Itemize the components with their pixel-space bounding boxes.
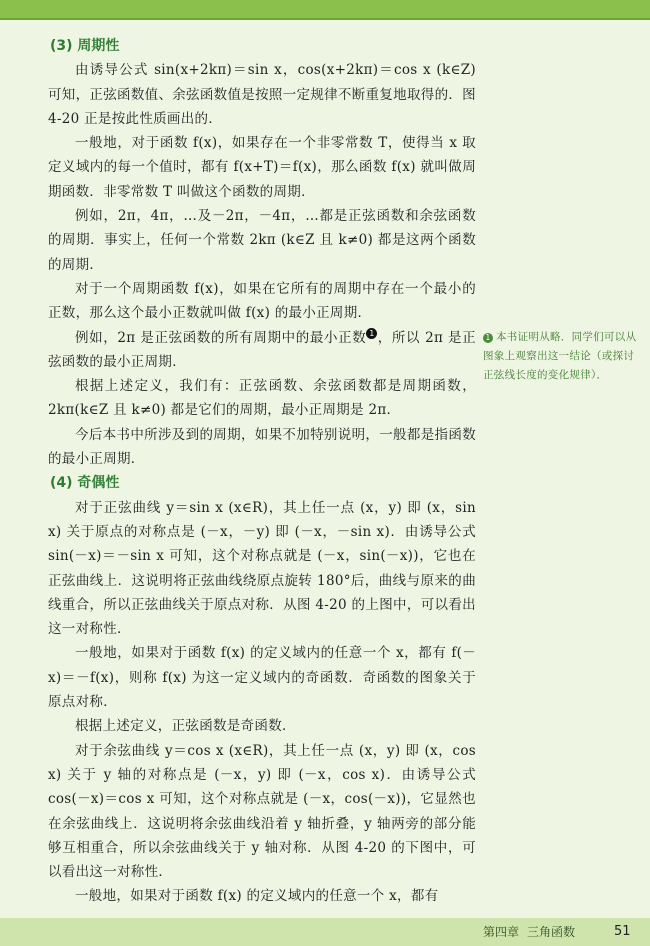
section-heading-periodicity: (3) 周期性 [50,38,120,54]
paragraph-odd-definition: 一般地，如果对于函数 f(x) 的定义域内的任意一个 x，都有 f(－x)＝－f(x)，则称 f(x) 为这一定义域内的奇函数．奇函数的图象关于原点对称． [48,645,476,711]
paragraph-induction-formula: 由诱导公式 sin(x+2kπ)＝sin x，cos(x+2kπ)＝cos x (k∈Z) 可知，正弦函数值、余弦函数值是按照一定规律不断重复地取得的．图 4-20 正是按此性质画出的． [48,62,476,127]
footer-chapter-title [483,918,583,946]
paragraph-period-examples: 例如，2π，4π，…及－2π，－4π，…都是正弦函数和余弦函数的周期．事实上，任何一个常数 2kπ (k∈Z 且 k≠0) 都是这两个函数的周期． [48,208,476,273]
paragraph-even-definition-start: 一般地，如果对于函数 f(x) 的定义域内的任意一个 x，都有 [75,888,439,905]
paragraph-conclusion: 根据上述定义，我们有：正弦函数、余弦函数都是周期函数，2kπ(k∈Z 且 k≠0) 都是它们的周期，最小正周期是 2π． [48,378,476,419]
top-bar-edge [0,18,650,20]
paragraph-cosine-symmetry: 对于余弦曲线 y＝cos x (x∈R)，其上任一点 (x，y) 即 (x，cos x) 关于 y 轴的对称点是 (－x，y) 即 (－x，cos x)．由诱导公式 cos(－x)＝cos x 可知，这个对称点就是 (－x，cos(－x))，它显然也在余弦曲线上．这说明将余弦曲线沿着 y 轴折叠，y 轴两旁的部分能够互相重合，所以余弦曲线关于 y 轴对称．从图 4-20 的下图中，可以看出这一对称性． [48,742,476,881]
top-color-bar [0,0,650,18]
paragraph-sine-odd: 根据上述定义，正弦函数是奇函数． [75,718,296,735]
margin-note-marker: 1 [483,333,493,343]
main-text-column [48,34,476,909]
min-period-example-text-end: ，所以 2π 是正弦函数的最小正周期． [48,329,476,370]
footer-chapter: 第四章 [483,925,520,939]
footer-title: 三角函数 [527,925,576,939]
paragraph-min-period-definition: 对于一个周期函数 f(x)，如果在它所有的周期中存在一个最小的正数，那么这个最小正数就叫做 f(x) 的最小正周期． [48,280,476,322]
min-period-example-text: 例如，2π 是正弦函数的所有周期中的最小正数 [75,329,367,346]
margin-note-text: 本书证明从略．同学们可以从图象上观察出这一结论（或探讨正弦线长度的变化规律）． [483,331,637,381]
margin-note [483,328,641,385]
footnote-marker: 1 [366,328,377,339]
page-number: 51 [614,924,631,939]
section-heading-parity: (4) 奇偶性 [50,475,120,492]
paragraph-convention: 今后本书中所涉及到的周期，如果不加特别说明，一般都是指函数的最小正周期． [48,426,476,468]
paragraph-min-period-example [48,326,476,375]
paragraph-sine-symmetry: 对于正弦曲线 y＝sin x (x∈R)，其上任一点 (x，y) 即 (x，sin x) 关于原点的对称点是 (－x，－y) 即 (－x，－sin x)．由诱导公式 sin(－x)＝－sin x 可知，这个对称点就是 (－x，sin(－x))，它也在正弦曲线上．这说明将正弦曲线绕原点旋转 180°后，曲线与原来的曲线重合，所以正弦曲线关于原点对称．从图 4-20 的上图中，可以看出这一对称性． [48,499,476,638]
paragraph-periodic-definition: 一般地，对于函数 f(x)，如果存在一个非零常数 T，使得当 x 取定义域内的每一个值时，都有 f(x+T)＝f(x)，那么函数 f(x) 就叫做周期函数．非零常数 T 叫做这个函数的周期． [48,135,476,200]
